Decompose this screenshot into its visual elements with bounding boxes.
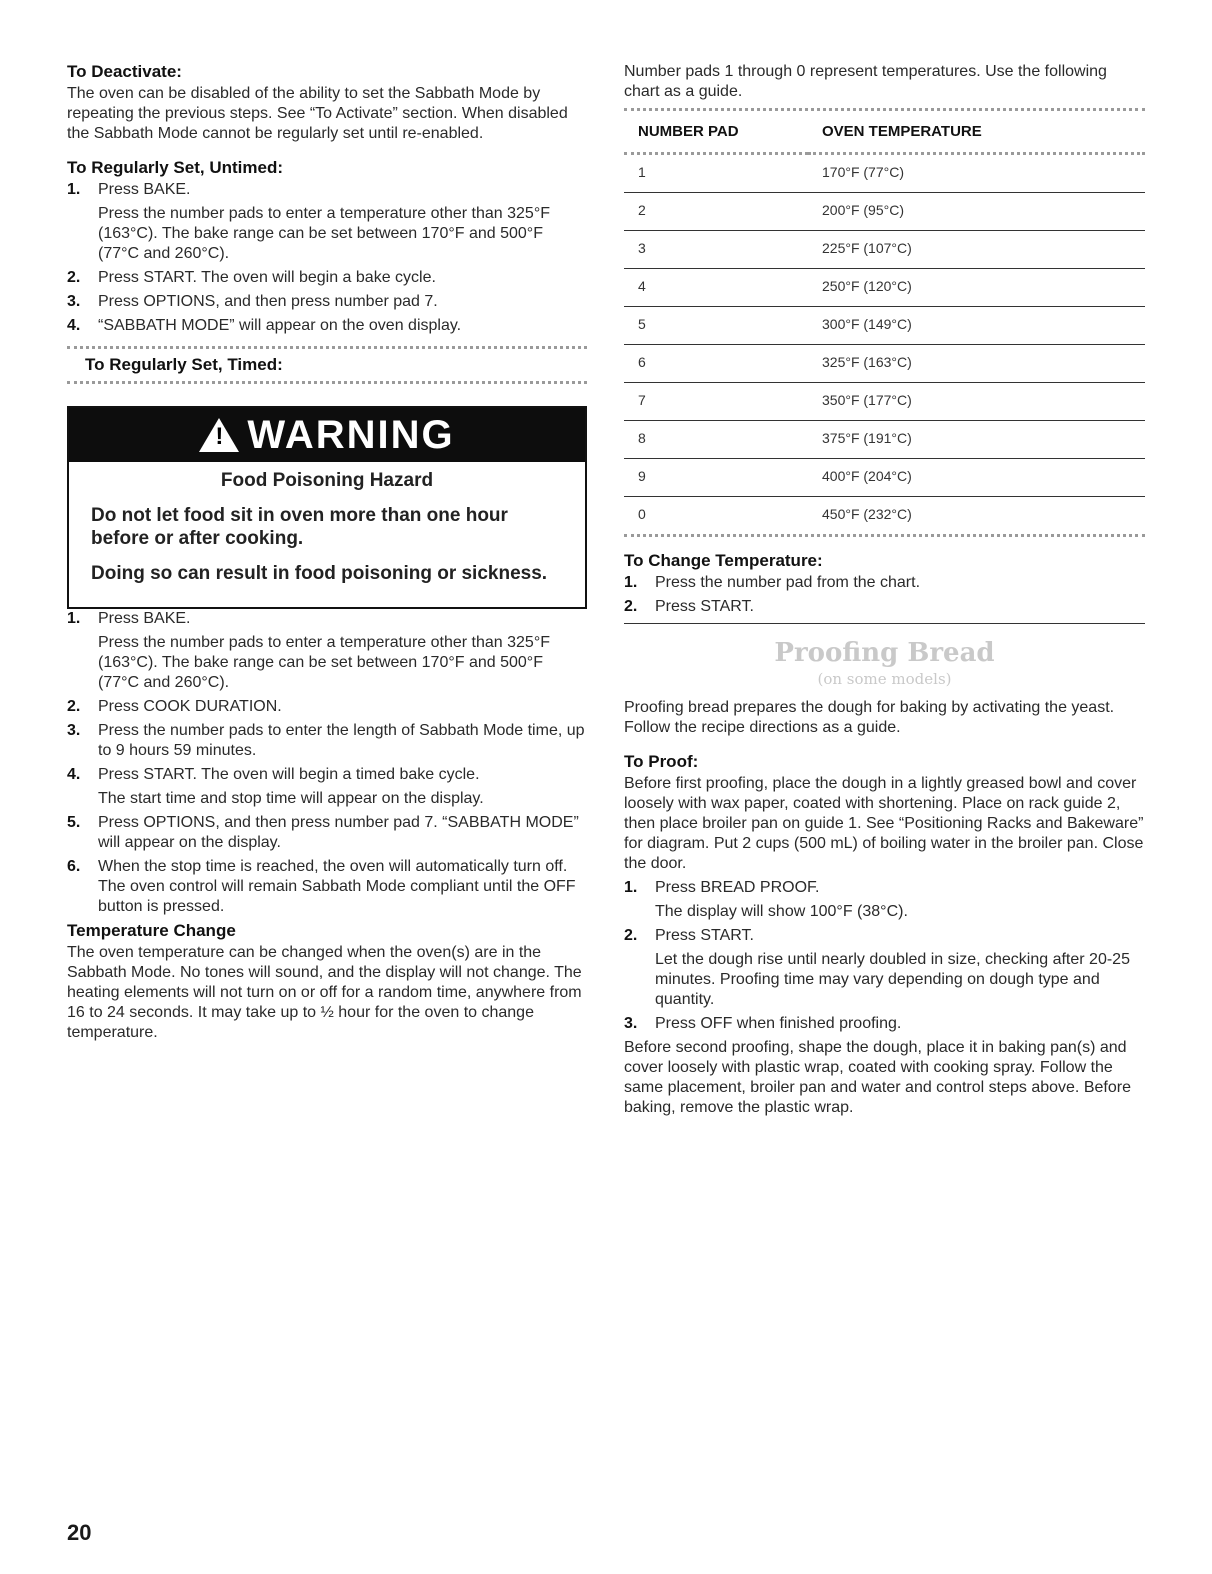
warning-subtitle: Food Poisoning Hazard [220, 470, 434, 491]
step-number: 1. [67, 610, 81, 627]
warning-title: WARNING [247, 412, 455, 457]
table-header-row [624, 117, 1145, 152]
number-pad-cell: 1 [624, 154, 808, 193]
step-number: 6. [67, 858, 81, 875]
right-column [624, 62, 1145, 1118]
deactivate-section [67, 62, 587, 144]
number-pad-cell: 4 [624, 269, 808, 307]
table-row [624, 459, 1145, 497]
divider [624, 108, 1145, 111]
step-text: Press OPTIONS, and then press number pad 7. “SABBATH MODE” will appear on the display. [98, 814, 579, 851]
temperature-change-text: The oven temperature can be changed when the oven(s) are in the Sabbath Mode. No tones will sound, and the display will not change. The heating elements will not turn on or off for a random time, anywhere from 16 to 24 seconds. It may take up to ½ hour for the oven to change temperature. [67, 944, 582, 1041]
number-pad-cell: 0 [638, 506, 646, 522]
temperature-cell: 250°F (120°C) [808, 269, 1145, 307]
deactivate-heading: To Deactivate: [67, 62, 182, 81]
change-temperature-section [624, 551, 1145, 617]
list-item [67, 765, 587, 809]
divider [624, 623, 1145, 624]
timed-heading-block [67, 346, 587, 384]
step-text: Press START. [655, 927, 754, 944]
untimed-steps [67, 180, 587, 336]
list-item [624, 926, 1145, 1010]
warning-banner [69, 408, 585, 462]
warning-body [69, 462, 585, 607]
step-number: 1. [624, 879, 638, 896]
table-row [624, 307, 1145, 345]
temperature-change-section [67, 921, 587, 1043]
list-item [624, 597, 1145, 617]
step-text: Press COOK DURATION. [98, 698, 282, 715]
to-proof-heading: To Proof: [624, 752, 699, 771]
proof-steps [624, 878, 1145, 1034]
step-text: Press OFF when finished proofing. [655, 1015, 902, 1032]
step-number: 2. [67, 698, 81, 715]
proofing-intro: Proofing bread prepares the dough for baking by activating the yeast. Follow the recipe directions as a guide. [624, 699, 1115, 736]
timed-heading: To Regularly Set, Timed: [85, 355, 283, 374]
temperature-cell: 350°F (177°C) [808, 383, 1145, 421]
step-text: Press BAKE. [98, 610, 191, 627]
number-pad-cell: 6 [624, 345, 808, 383]
warning-line-1: Do not let food sit in oven more than one hour before or after cooking. [91, 505, 508, 549]
step-number: 3. [67, 722, 81, 739]
step-number: 5. [67, 814, 81, 831]
list-item [67, 316, 587, 336]
table-row [624, 269, 1145, 307]
step-text: Press the number pads to enter the length of Sabbath Mode time, up to 9 hours 59 minutes. [98, 722, 585, 759]
number-pad-cell: 8 [624, 421, 808, 459]
step-text: Press OPTIONS, and then press number pad 7. [98, 293, 438, 310]
number-pad-cell: 7 [624, 383, 808, 421]
table-row [624, 345, 1145, 383]
divider [67, 381, 587, 384]
warning-box [67, 406, 587, 609]
divider [624, 534, 1145, 537]
section-title: Proofing Bread [774, 638, 995, 668]
warning-line-2: Doing so can result in food poisoning or sickness. [91, 563, 548, 584]
step-number: 2. [624, 598, 638, 615]
untimed-section [67, 158, 587, 336]
column-header: NUMBER PAD [638, 123, 739, 140]
temperature-cell: 400°F (204°C) [808, 459, 1145, 497]
list-item [67, 292, 587, 312]
step-number: 1. [624, 574, 638, 591]
table-row [624, 421, 1145, 459]
step-number: 4. [67, 317, 81, 334]
number-pad-cell: 3 [624, 231, 808, 269]
temperature-cell: 200°F (95°C) [808, 193, 1145, 231]
temperature-cell: 170°F (77°C) [808, 154, 1145, 193]
temperature-cell: 450°F (232°C) [822, 506, 912, 522]
step-text: Press BREAD PROOF. [655, 879, 820, 896]
number-pad-cell: 2 [624, 193, 808, 231]
step-text: Press START. The oven will begin a bake cycle. [98, 269, 436, 286]
step-text: When the stop time is reached, the oven will automatically turn off. The oven control will remain Sabbath Mode compliant until the OFF button is pressed. [98, 858, 576, 915]
list-item [67, 721, 587, 761]
step-note: Press the number pads to enter a temperature other than 325°F (163°C). The bake range can be set between 170°F and 500°F (77°C and 260°C). [98, 205, 550, 262]
proofing-title-block [624, 638, 1145, 688]
list-item [67, 697, 587, 717]
step-number: 1. [67, 181, 81, 198]
table-row [624, 154, 1145, 193]
list-item [624, 573, 1145, 593]
column-header: OVEN TEMPERATURE [822, 123, 982, 140]
temperature-change-heading: Temperature Change [67, 921, 236, 940]
temperature-table [624, 117, 1145, 534]
left-column [67, 62, 587, 1043]
list-item [67, 180, 587, 264]
list-item [67, 857, 587, 917]
list-item [67, 813, 587, 853]
step-text: Press BAKE. [98, 181, 191, 198]
table-row [624, 231, 1145, 269]
step-number: 2. [67, 269, 81, 286]
to-proof-text: Before first proofing, place the dough in a lightly greased bowl and cover loosely with wax paper, coated with shortening. Place on rack guide 2, then place broiler pan on guide 1. See “Positioning Racks and Bakeware” for diagram. Put 2 cups (500 mL) of boiling water in the broiler pan. Close the door. [624, 775, 1144, 872]
page-number: 20 [67, 1520, 92, 1545]
second-proof-text: Before second proofing, shape the dough, place it in baking pan(s) and cover loosely with plastic wrap, coated with cooking spray. Follow the same placement, broiler pan and water and control steps above. Before baking, remove the plastic wrap. [624, 1039, 1131, 1116]
to-proof-section [624, 752, 1145, 1118]
timed-steps [67, 609, 587, 917]
step-note: The start time and stop time will appear on the display. [98, 790, 484, 807]
step-number: 3. [67, 293, 81, 310]
change-temperature-heading: To Change Temperature: [624, 551, 823, 570]
temperature-cell: 325°F (163°C) [808, 345, 1145, 383]
table-row [624, 383, 1145, 421]
deactivate-text: The oven can be disabled of the ability to set the Sabbath Mode by repeating the previous steps. See “To Activate” section. When disabled the Sabbath Mode cannot be regularly set until re-enabled. [67, 85, 568, 142]
warning-symbol: ! [215, 423, 224, 450]
divider [67, 346, 587, 349]
step-text: Press START. [655, 598, 754, 615]
change-temperature-steps [624, 573, 1145, 617]
step-number: 2. [624, 927, 638, 944]
warning-triangle-icon [199, 418, 239, 452]
step-note: The display will show 100°F (38°C). [655, 903, 908, 920]
list-item [624, 1014, 1145, 1034]
untimed-heading: To Regularly Set, Untimed: [67, 158, 283, 177]
step-text: “SABBATH MODE” will appear on the oven display. [98, 317, 462, 334]
step-number: 3. [624, 1015, 638, 1032]
number-pad-cell: 5 [624, 307, 808, 345]
section-subtitle: (on some models) [817, 670, 952, 688]
temperature-cell: 300°F (149°C) [808, 307, 1145, 345]
table-row [624, 193, 1145, 231]
list-item [67, 609, 587, 693]
step-text: Press START. The oven will begin a timed bake cycle. [98, 766, 480, 783]
number-pad-cell: 9 [624, 459, 808, 497]
temperature-cell: 375°F (191°C) [808, 421, 1145, 459]
temperature-cell: 225°F (107°C) [808, 231, 1145, 269]
table-row [624, 497, 1145, 535]
list-item [624, 878, 1145, 922]
step-number: 4. [67, 766, 81, 783]
chart-intro: Number pads 1 through 0 represent temperatures. Use the following chart as a guide. [624, 63, 1107, 100]
list-item [67, 268, 587, 288]
step-note: Let the dough rise until nearly doubled in size, checking after 20-25 minutes. Proofing time may vary depending on dough type and quantity. [655, 951, 1130, 1008]
step-note: Press the number pads to enter a temperature other than 325°F (163°C). The bake range can be set between 170°F and 500°F (77°C and 260°C). [98, 634, 550, 691]
step-text: Press the number pad from the chart. [655, 574, 921, 591]
